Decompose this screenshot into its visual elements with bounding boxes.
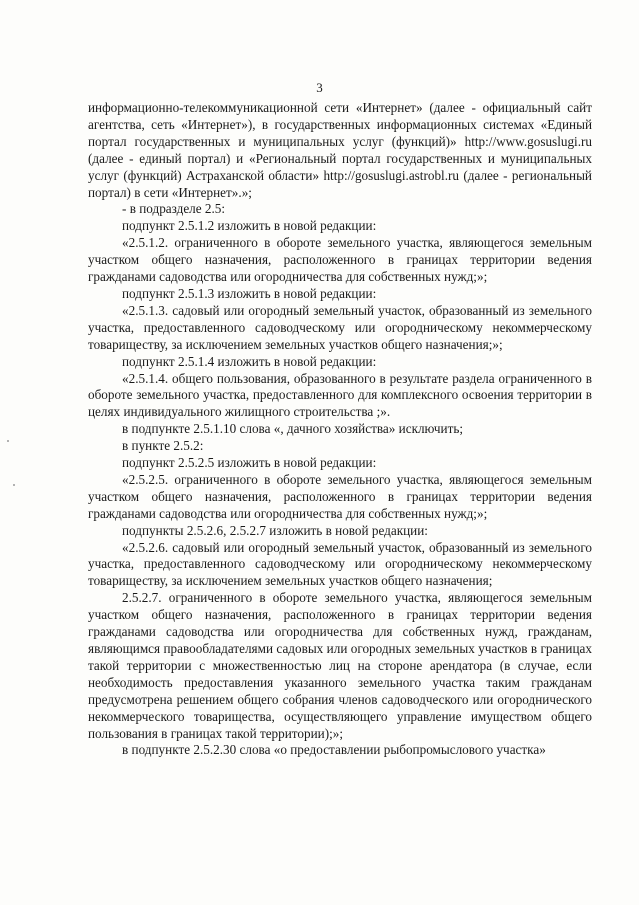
paragraph: «2.5.2.5. ограниченного в обороте земельного участка, являющегося земельным участком общего назначения, расположенного в границах территории ведения гражданами садоводства или огородничества для собственных нужд;»; xyxy=(88,471,592,521)
paragraph: подпункт 2.5.1.4 изложить в новой редакции: xyxy=(122,353,377,369)
paragraph: информационно-телекоммуникационной сети «Интернет» (далее - официальный сайт агентства, сеть «Интернет»), в государственных информационных системах «Единый портал государственных и муниципальных услуг (функций)» http://www.gosuslugi.ru (далее - единый портал) и «Региональный портал государственных и муниципальных услуг (функций) Астраханской области» http://gosuslugi.astrobl.ru (далее - региональный портал) в сети «Интернет».»; xyxy=(88,100,592,200)
scan-speck xyxy=(13,484,15,486)
document-body xyxy=(88,100,592,759)
paragraph: подпункт 2.5.1.3 изложить в новой редакции: xyxy=(122,285,377,301)
paragraph: в подпункте 2.5.1.10 слова «, дачного хозяйства» исключить; xyxy=(122,421,464,437)
paragraph: в подпункте 2.5.2.30 слова «о предоставлении рыбопромыслового участка» xyxy=(122,742,546,758)
paragraph: в пункте 2.5.2: xyxy=(122,438,204,454)
paragraph: «2.5.1.2. ограниченного в обороте земельного участка, являющегося земельным участком общего назначения, расположенного в границах территории ведения гражданами садоводства или огородничества для собственных нужд;»; xyxy=(88,235,592,285)
paragraph: «2.5.1.4. общего пользования, образованного в результате раздела ограниченного в обороте земельного участка, предоставленного для комплексного освоения территории в целях индивидуального жилищного строительства ;». xyxy=(88,370,592,420)
paragraph: «2.5.2.6. садовый или огородный земельный участок, образованный из земельного участка, предоставленного садоводческому или огородническому некоммерческому товариществу, за исключением земельных участков общего назначения; xyxy=(88,539,592,589)
scan-speck xyxy=(7,440,9,442)
paragraph: - в подразделе 2.5: xyxy=(122,201,226,217)
paragraph: подпункт 2.5.2.5 изложить в новой редакции: xyxy=(122,455,377,471)
paragraph: 2.5.2.7. ограниченного в обороте земельного участка, являющегося земельным участком общего назначения, расположенного в границах территории ведения гражданами садоводства или огородничества для собственных нужд, гражданам, являющимся правообладателями садовых или огородных земельных участков в границах такой территории с множественностью лиц на стороне арендатора (в случае, если необходимость предоставления указанного земельного участка таким гражданам предусмотрена решением общего собрания членов садоводческого или огороднического некоммерческого товарищества, осуществляющего управление имуществом общего пользования в границах такой территории);»; xyxy=(88,590,592,741)
paragraph: подпункт 2.5.1.2 изложить в новой редакции: xyxy=(122,218,377,234)
paragraph: подпункты 2.5.2.6, 2.5.2.7 изложить в новой редакции: xyxy=(122,522,428,538)
paragraph: «2.5.1.3. садовый или огородный земельный участок, образованный из земельного участка, предоставленного садоводческому или огородническому некоммерческому товариществу, за исключением земельных участков общего назначения;»; xyxy=(88,302,592,352)
page-number: 3 xyxy=(316,80,323,95)
